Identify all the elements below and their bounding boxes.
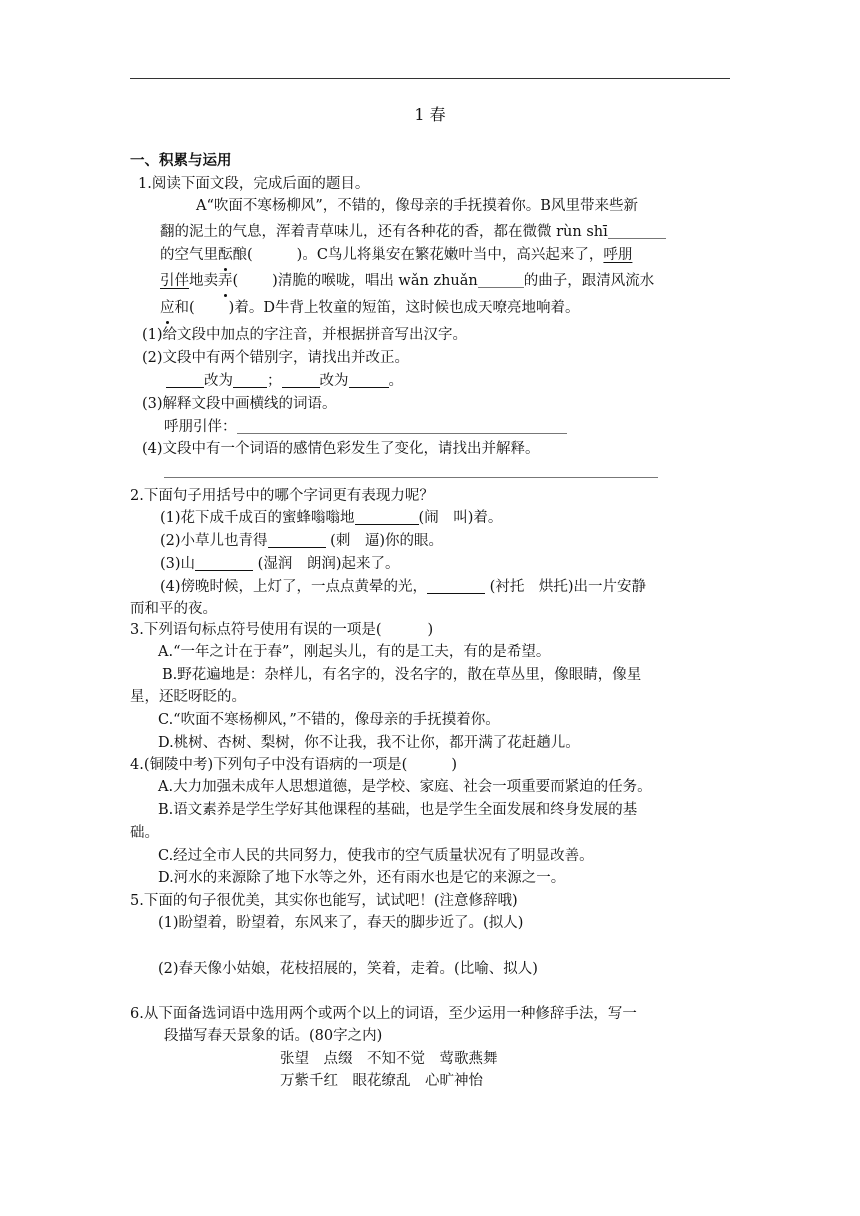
q2-text: (4)傍晚时候，上灯了，一点点黄晕的光， [160, 579, 428, 595]
q1-passage-line [160, 270, 654, 292]
q2-text: (3)山 [160, 556, 196, 572]
answer-blank[interactable] [237, 417, 567, 434]
q4-option-c: C.经过全市人民的共同努力，使我市的空气质量状况有了明显改善。 [158, 848, 594, 864]
q4-option-a: A.大力加强未成年人思想道德，是学校、家庭、社会一项重要而紧迫的任务。 [158, 779, 652, 795]
q1-passage-line: A“吹面不寒杨柳风”，不错的，像母亲的手抚摸着你。B风里带来些新 [196, 198, 638, 214]
q1-passage-text: 的空气里 [160, 247, 218, 263]
q1-passage-text: 翻的泥土的气息，浑着青草味儿，还有各种花的香，都在微微 rùn shī [160, 224, 608, 240]
answer-blank[interactable] [427, 577, 485, 594]
q2-options: (湿润 朗润)起来了。 [253, 556, 400, 572]
answer-blank[interactable] [608, 222, 666, 239]
section-heading: 一、积累与运用 [130, 153, 232, 169]
q3-option-b: B.野花遍地是：杂样儿，有名字的，没名字的，散在草丛里，像眼睛，像星 [162, 667, 642, 683]
q5-stem: 5.下面的句子很优美，其实你也能写，试试吧！(注意修辞哦) [130, 893, 518, 909]
fill-label: 呼朋引伴： [164, 419, 237, 435]
q1-sub-question: (3)解释文段中画横线的词语。 [142, 396, 337, 412]
q3-option-a: A.“一年之计在于春”，刚起头儿，有的是工夫，有的是希望。 [158, 644, 551, 660]
q2-text: (1)花下成千成百的蜜蜂嗡嗡地 [160, 510, 355, 526]
q1-sub-question: (1)给文段中加点的字注音，并根据拼音写出汉字。 [142, 327, 468, 343]
q1-passage-line [160, 297, 579, 319]
q1-passage-text: 和( [174, 300, 195, 316]
q6-stem-continued: 段描写春天景象的话。(80字之内) [164, 1028, 383, 1044]
answer-blank[interactable] [349, 371, 389, 388]
q4-option-d: D.河水的来源除了地下水等之外，还有雨水也是它的来源之一。 [158, 870, 566, 886]
q3-stem [130, 619, 433, 641]
fill-label: 改为 [204, 373, 233, 389]
q1-passage-text: 的曲子，跟清风流水 [523, 273, 655, 289]
q1-sub-question: (2)文段中有两个错别字，请找出并改正。 [142, 350, 410, 366]
q3-stem-text: ) [427, 622, 434, 638]
answer-blank[interactable] [478, 271, 524, 288]
header-rule [130, 78, 730, 79]
q2-stem: 2.下面句子用括号中的哪个字词更有表现力呢？ [130, 488, 434, 504]
q4-stem [130, 754, 457, 776]
q3-option-b-continued: 星，还眨呀眨的。 [130, 689, 246, 705]
fill-label: 。 [388, 373, 403, 389]
q2-item-continued: 而和平的夜。 [130, 601, 217, 617]
q4-option-b-continued: 础。 [130, 825, 159, 841]
q1-fill-line [166, 370, 403, 392]
answer-blank[interactable] [166, 371, 204, 388]
q5-item: (1)盼望着，盼望着，东风来了，春天的脚步近了。(拟人) [158, 915, 524, 931]
fill-label: ； [267, 373, 282, 389]
answer-blank[interactable] [195, 554, 253, 571]
fill-label: 改为 [319, 373, 349, 389]
q2-item [160, 576, 646, 598]
q2-item [160, 530, 443, 552]
q1-stem: 1.阅读下面文段，完成后面的题目。 [138, 176, 370, 192]
q1-passage-text: )着。D牛背上牧童的短笛，这时候也成天嘹亮地响着。 [228, 300, 580, 316]
dotted-char: 弄 [218, 270, 233, 292]
page-title: 1 春 [414, 105, 446, 124]
q2-item [160, 507, 502, 529]
q2-item [160, 553, 399, 575]
q2-text: (2)小草儿也青得 [160, 533, 268, 549]
q6-word-bank: 万紫千红 眼花缭乱 心旷神怡 [280, 1073, 483, 1089]
underlined-phrase: 引伴 [160, 273, 189, 289]
q1-passage-text: 地卖 [189, 273, 218, 289]
answer-blank[interactable] [268, 531, 326, 548]
q3-option-d: D.桃树、杏树、梨树，你不让我，我不让你，都开满了花赶趟儿。 [158, 735, 580, 751]
q3-option-c: C.“吹面不寒杨柳风，”不错的，像母亲的手抚摸着你。 [158, 712, 500, 728]
dotted-char: 酝 [218, 244, 233, 266]
q6-stem: 6.从下面备选词语中选用两个或两个以上的词语，至少运用一种修辞手法，写一 [130, 1006, 637, 1022]
dotted-char: 应 [160, 297, 175, 319]
q2-options: (衬托 烘托)出一片安静 [485, 579, 646, 595]
q2-options: (刺 逼)你的眼。 [325, 533, 443, 549]
answer-blank[interactable] [355, 508, 419, 525]
q1-passage-text: )清脆的喉咙，唱出 wǎn zhuǎn [272, 273, 478, 289]
q1-passage-text: ( [232, 273, 239, 289]
q4-stem-text: 4.(铜陵中考)下列句子中没有语病的一项是( [130, 757, 408, 773]
q5-item: (2)春天像小姑娘，花枝招展的，笑着，走着。(比喻、拟人) [158, 961, 538, 977]
q2-options: (闹 叫)着。 [418, 510, 503, 526]
answer-blank[interactable] [233, 371, 267, 388]
q1-passage-text: )。C鸟儿将巢安在繁花嫩叶当中，高兴起来了， [296, 247, 604, 263]
underlined-phrase: 呼朋 [603, 247, 633, 263]
q6-word-bank: 张望 点缀 不知不觉 莺歌燕舞 [280, 1051, 498, 1067]
q1-sub-question: (4)文段中有一个词语的感情色彩发生了变化，请找出并解释。 [142, 441, 540, 457]
q1-fill-line [164, 416, 567, 438]
q1-passage-line [160, 221, 666, 243]
q3-stem-text: 3.下列语句标点符号使用有误的一项是( [130, 622, 382, 638]
answer-line[interactable] [164, 477, 658, 478]
answer-blank[interactable] [282, 371, 320, 388]
q1-passage-text: 酿( [232, 247, 253, 263]
q1-passage-line [160, 244, 632, 266]
q4-option-b: B.语文素养是学生学好其他课程的基础，也是学生全面发展和终身发展的基 [158, 802, 638, 818]
q4-stem-text: ) [451, 757, 457, 773]
